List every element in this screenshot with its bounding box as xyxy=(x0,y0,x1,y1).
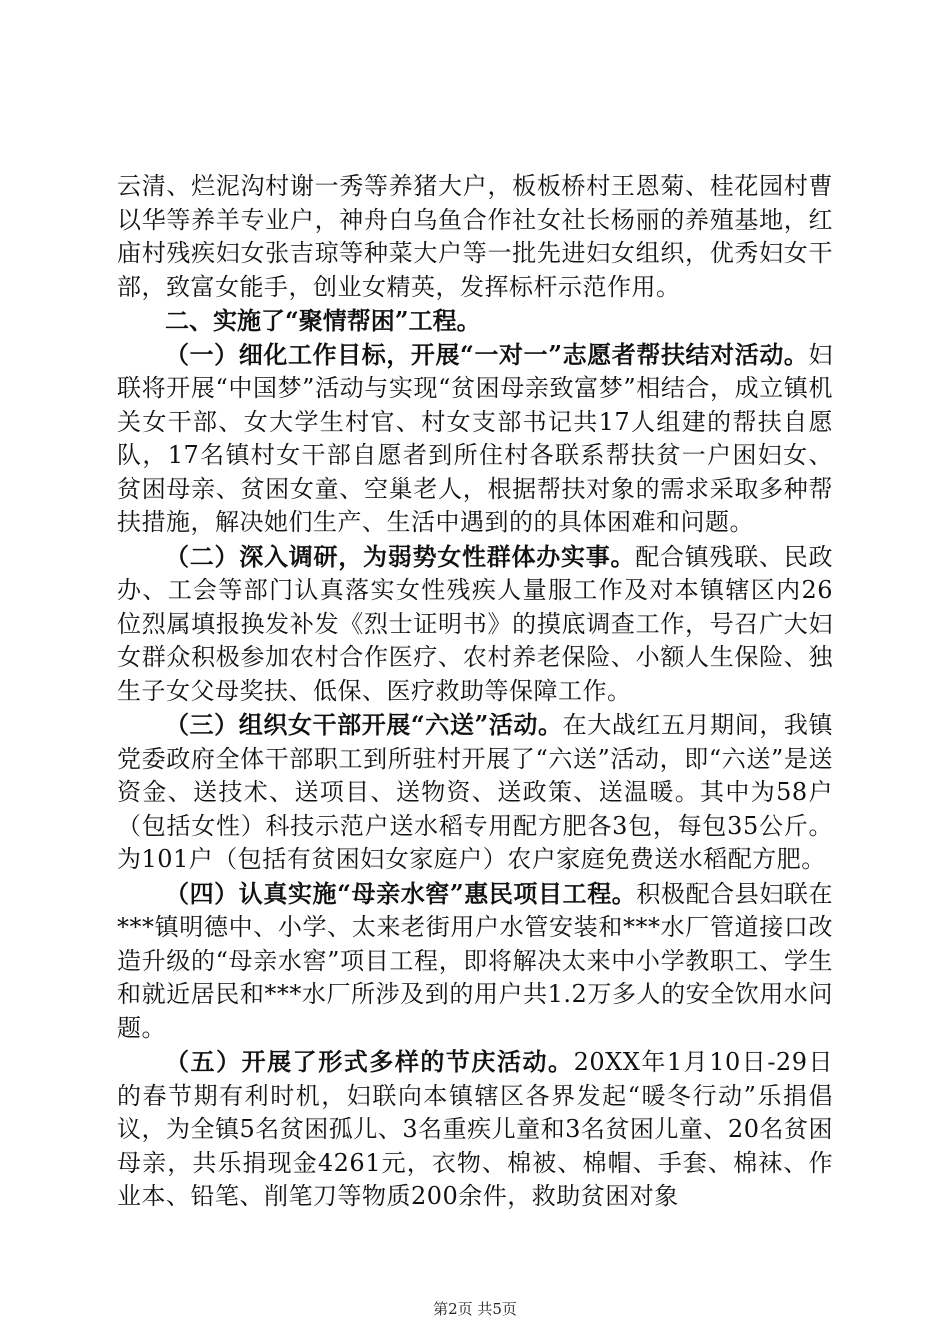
continuation-paragraph: 云清、烂泥沟村谢一秀等养猪大户，板板桥村王恩菊、桂花园村曹以华等养羊专业户，神舟白乌鱼合作社女社长杨丽的养殖基地，红庙村残疾妇女张吉琼等种菜大户等一批先进妇女组织，优秀妇女干部，致富女能手，创业女精英，发挥标杆示范作用。 xyxy=(117,172,833,301)
item-heading-4: （四）认真实施“母亲水窖”惠民项目工程。 xyxy=(165,878,637,908)
item-body-5: 20XX年1月10日-29日的春节期有利时机，妇联向本镇辖区各界发起“暖冬行动”乐捐倡议，为全镇5名贫困孤儿、3名重疾儿童和3名贫困儿童、20名贫困母亲，共乐捐现金4261元，衣物、棉被、棉帽、手套、棉袜、作业本、铅笔、削笔刀等物质200余件，救助贫困对象 xyxy=(117,1048,833,1210)
item-body-3: 在大战红五月期间，我镇党委政府全体干部职工到所驻村开展了“六送”活动，即“六送”是送资金、送技术、送项目、送物资、送政策、送温暖。其中为58户（包括女性）科技示范户送水稻专用配方肥各3包，每包35公斤。为101户（包括有贫困妇女家庭户）农户家庭免费送水稻配方肥。 xyxy=(117,711,834,873)
item-paragraph-4 xyxy=(117,877,833,1046)
item-heading-2: （二）深入调研，为弱势女性群体办实事。 xyxy=(165,541,636,571)
item-body-4: 积极配合县妇联在***镇明德中、小学、太来老街用户水管安装和***水厂管道接口改造升级的“母亲水窖”项目工程，即将解决太来中小学教职工、学生和就近居民和***水厂所涉及到的用户共1.2万多人的安全饮用水问题。 xyxy=(117,879,834,1042)
page-footer: 第2页 共5页 xyxy=(433,1300,517,1318)
section-heading: 二、实施了“聚情帮困”工程。 xyxy=(165,306,481,335)
item-body-1: 妇联将开展“中国梦”活动与实现“贫困母亲致富梦”相结合，成立镇机关女干部、女大学生村官、村女支部书记共17人组建的帮扶自愿队，17名镇村女干部自愿者到所住村各联系帮扶贫一户困妇女、贫困母亲、贫困女童、空巢老人，根据帮扶对象的需求采取多种帮扶措施，解决她们生产、生活中遇到的的具体困难和问题。 xyxy=(117,340,833,536)
item-body-2: 配合镇残联、民政办、工会等部门认真落实女性残疾人量服工作及对本镇辖区内26位烈属填报换发补发《烈士证明书》的摸底调查工作，号召广大妇女群众积极参加农村合作医疗、农村养老保险、小额人生保险、独生子女父母奖扶、低保、医疗救助等保障工作。 xyxy=(117,542,833,705)
item-paragraph-1 xyxy=(117,338,833,540)
item-paragraph-5 xyxy=(117,1045,833,1214)
document-page xyxy=(117,170,833,1214)
item-paragraph-3 xyxy=(117,708,833,877)
item-heading-5: （五）开展了形式多样的节庆活动。 xyxy=(165,1047,574,1076)
item-heading-3: （三）组织女干部开展“六送”活动。 xyxy=(165,710,563,739)
item-heading-1: （一）细化工作目标，开展“一对一”志愿者帮扶结对活动。 xyxy=(165,339,809,369)
item-paragraph-2 xyxy=(117,540,833,709)
